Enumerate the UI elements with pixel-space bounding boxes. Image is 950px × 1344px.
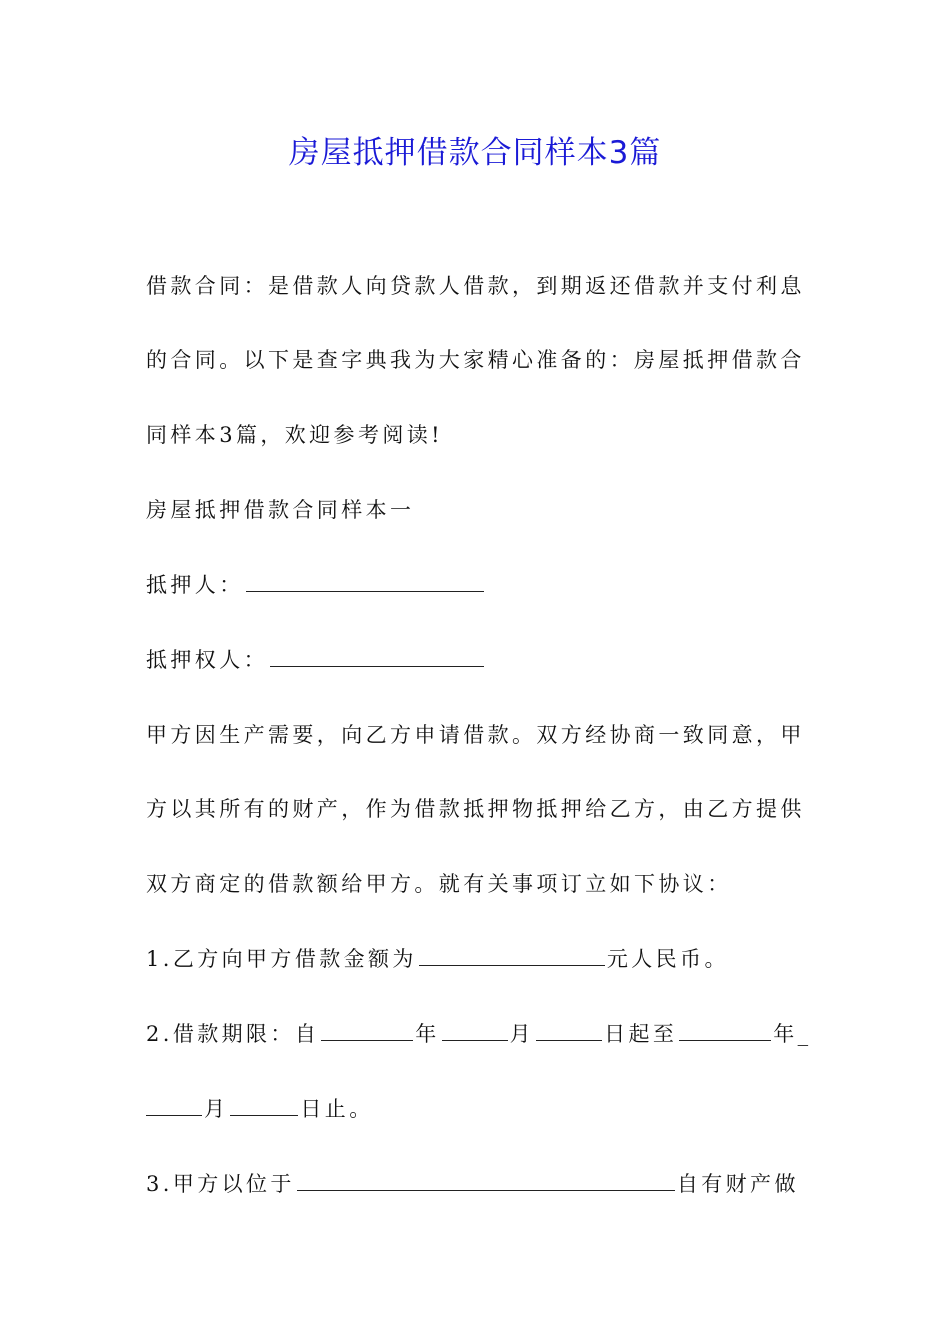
clause-2-prefix: 2.借款期限：自 — [146, 1022, 320, 1046]
section-heading: 房屋抵押借款合同样本一 — [146, 498, 415, 522]
intro-line-3: 同样本3篇，欢迎参考阅读! — [146, 423, 443, 447]
property-location-blank — [297, 1189, 675, 1191]
end-year-label: 年_ — [773, 1022, 812, 1046]
clause-2-line-1 — [146, 1016, 812, 1052]
start-day-blank — [536, 1039, 602, 1041]
mortgagee-line — [146, 642, 806, 678]
clause-1-suffix: 元人民币。 — [606, 947, 729, 971]
loan-amount-blank — [419, 964, 605, 966]
start-year-label: 年 — [415, 1022, 440, 1046]
start-year-blank — [321, 1039, 413, 1041]
mortgagor-blank — [246, 590, 484, 592]
intro-line-2: 的合同。以下是查字典我为大家精心准备的：房屋抵押借款合 — [146, 348, 805, 372]
end-month-blank — [146, 1114, 202, 1116]
start-day-label: 日起至 — [604, 1022, 678, 1046]
paragraph-line-2: 方以其所有的财产，作为借款抵押物抵押给乙方，由乙方提供 — [146, 797, 805, 821]
clause-3-prefix: 3.甲方以位于 — [146, 1172, 295, 1196]
end-day-label: 日止。 — [300, 1097, 374, 1121]
intro-line-1: 借款合同：是借款人向贷款人借款，到期返还借款并支付利息 — [146, 274, 805, 298]
start-month-blank — [442, 1039, 508, 1041]
mortgagee-blank — [270, 665, 484, 667]
mortgagee-label: 抵押权人： — [146, 648, 268, 672]
end-year-blank — [679, 1039, 771, 1041]
clause-1-line — [146, 941, 806, 977]
clause-2-line-2 — [146, 1091, 806, 1127]
mortgagor-line — [146, 567, 806, 603]
start-month-label: 月 — [509, 1022, 535, 1046]
clause-3-line — [146, 1166, 806, 1202]
clause-3-suffix: 自有财产做 — [676, 1172, 799, 1196]
clause-1-prefix: 1.乙方向甲方借款金额为 — [146, 947, 417, 971]
paragraph-line-1: 甲方因生产需要，向乙方申请借款。双方经协商一致同意，甲 — [146, 723, 805, 747]
paragraph-line-3: 双方商定的借款额给甲方。就有关事项订立如下协议： — [146, 872, 732, 896]
end-month-label: 月 — [204, 1097, 229, 1121]
mortgagor-label: 抵押人： — [146, 573, 244, 597]
document-title: 房屋抵押借款合同样本3篇 — [288, 135, 662, 171]
end-day-blank — [230, 1114, 298, 1116]
